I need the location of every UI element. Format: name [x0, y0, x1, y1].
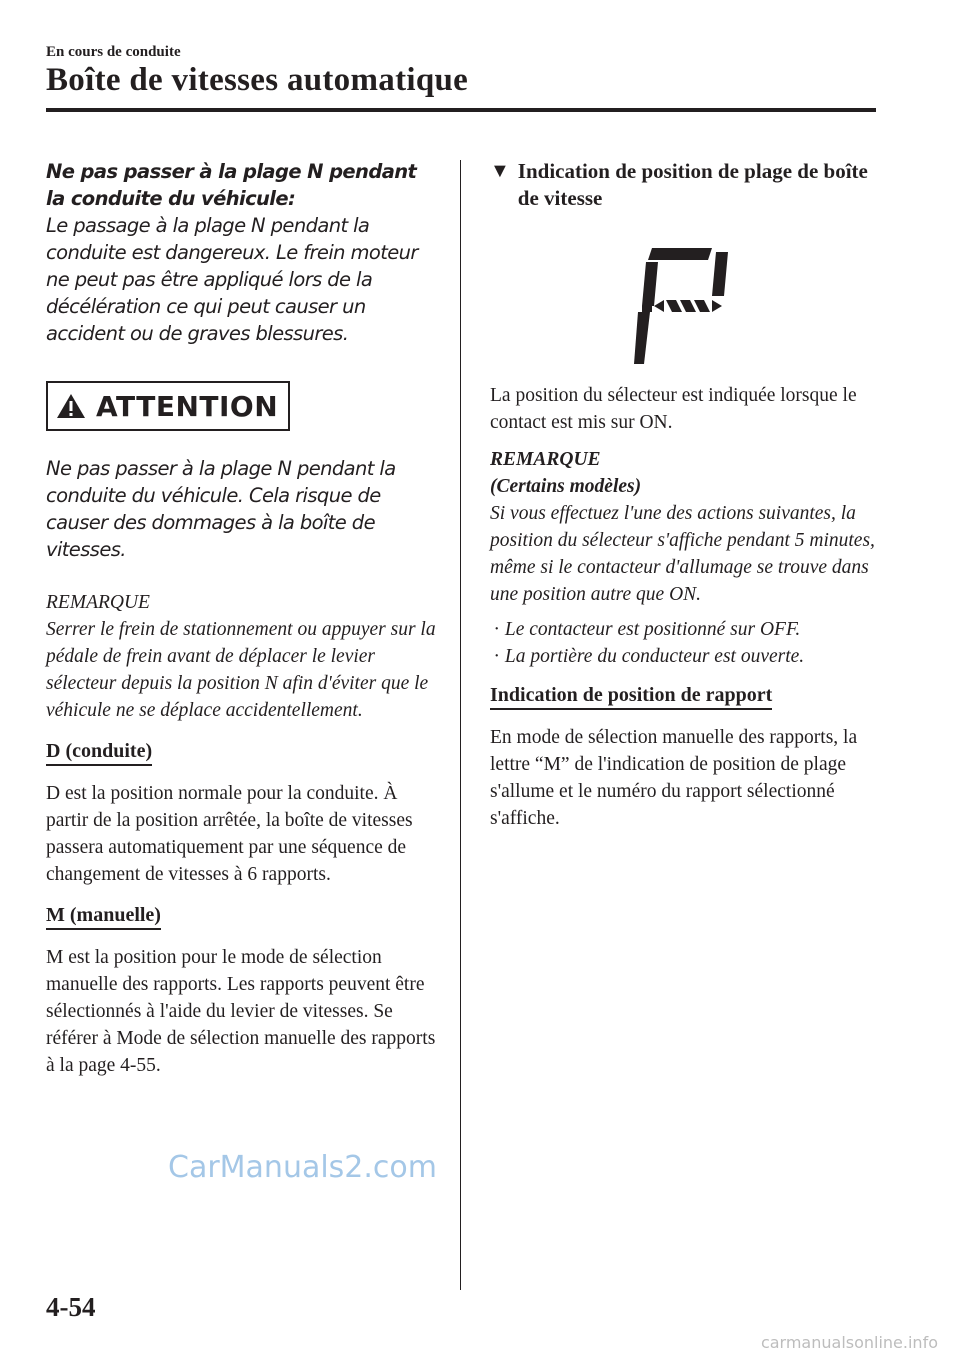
remarque-subheading: (Certains modèles) — [490, 476, 642, 497]
gear-body: En mode de sélection manuelle des rapports, la lettre “M” de l'indication de position de plage s'allume et le numéro du rapport sélectionné s'affiche. — [490, 727, 858, 829]
remarque-body-right: Si vous effectuez l'une des actions suivantes, la position du sélecteur s'affiche pendant 5 minutes, même si le contacteur d'allumage se trouve dans une position autre que ON. — [490, 503, 875, 605]
remarque-heading: REMARQUE — [46, 592, 150, 613]
attention-label: ATTENTION — [96, 389, 279, 423]
section-heading-text: Indication de position de plage de boîte de vitesse — [517, 159, 868, 210]
page-number: 4-54 — [46, 1292, 96, 1322]
bullet-dot-icon: · — [494, 619, 499, 640]
section-heading — [490, 158, 882, 212]
column-divider — [460, 160, 461, 1290]
warning-triangle-icon — [56, 392, 86, 420]
m-heading: M (manuelle) — [46, 904, 161, 930]
header-rule — [46, 108, 876, 112]
remarque-heading-right: REMARQUE — [490, 449, 601, 470]
list-item-text: La portière du conducteur est ouverte. — [504, 646, 805, 667]
d-heading: D (conduite) — [46, 740, 152, 766]
gear-heading: Indication de position de rapport — [490, 684, 772, 710]
m-body: M est la position pour le mode de sélection manuelle des rapports. Les rapports peuvent être sélectionnés à l'aide du levier de vitesses. Se référer à Mode de sélection manuelle des rapports à la page 4-55. — [46, 947, 436, 1076]
watermark: CarManuals2.com — [168, 1150, 438, 1185]
park-indicator-icon — [634, 240, 734, 370]
attention-body: Ne pas passer à la plage N pendant la conduite du véhicule. Cela risque de causer des dommages à la boîte de vitesses. — [46, 457, 396, 561]
list-item — [490, 643, 882, 670]
warning-heading: Ne pas passer à la plage N pendant la conduite du véhicule: — [46, 160, 417, 210]
list-item-text: Le contacteur est positionné sur OFF. — [504, 619, 801, 640]
footer-watermark: carmanualsonline.info — [760, 1333, 938, 1352]
warning-body: Le passage à la plage N pendant la conduite est dangereux. Le frein moteur ne peut pas être appliqué lors de la décélération ce qui peut causer un accident ou de graves blessures. — [46, 214, 418, 345]
d-body: D est la position normale pour la conduite. À partir de la position arrêtée, la boîte de vitesses passera automatiquement par une séquence de changement de vitesses à 6 rapports. — [46, 783, 413, 885]
section-label: En cours de conduite — [46, 44, 181, 60]
bullet-list — [490, 616, 882, 670]
list-item — [490, 616, 882, 643]
left-column — [46, 158, 438, 1079]
right-column — [490, 158, 882, 832]
bullet-dot-icon: · — [494, 646, 499, 667]
attention-box — [46, 381, 290, 431]
triangle-down-icon: ▼ — [490, 160, 510, 182]
page-title: Boîte de vitesses automatique — [46, 62, 469, 98]
remarque-body: Serrer le frein de stationnement ou appuyer sur la pédale de frein avant de déplacer le levier sélecteur depuis la position N afin d'éviter que le véhicule ne se déplace accidentellement. — [46, 619, 436, 721]
indicator-body: La position du sélecteur est indiquée lorsque le contact est mis sur ON. — [490, 385, 857, 433]
